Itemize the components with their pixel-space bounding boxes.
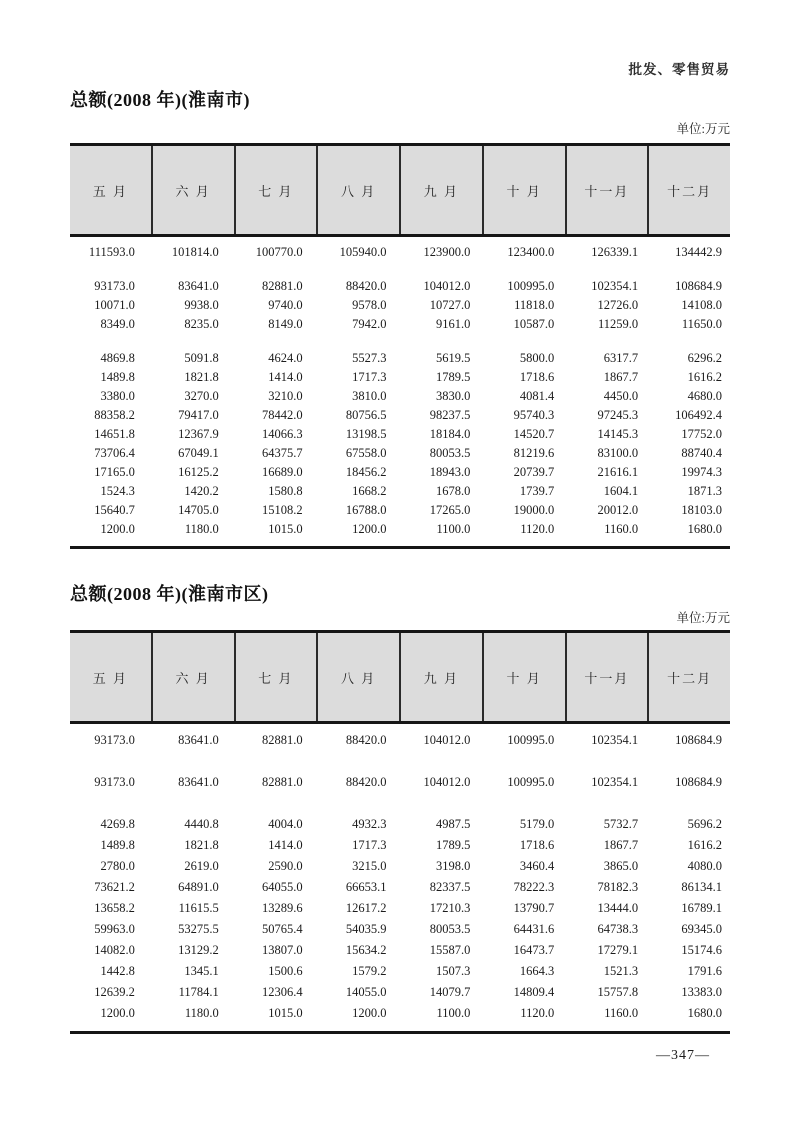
table-cell: 1015.0 xyxy=(268,522,303,536)
table-cell: 17752.0 xyxy=(681,427,722,441)
row-group-gap xyxy=(70,793,730,814)
table-cell: 14809.4 xyxy=(513,985,555,999)
table-cell: 4081.4 xyxy=(519,389,555,403)
table-cell: 19000.0 xyxy=(513,503,555,517)
table-cell: 13129.2 xyxy=(178,943,219,957)
table-cell: 1414.0 xyxy=(268,370,303,384)
table-cell: 6296.2 xyxy=(687,351,722,365)
month-header-cell: 十 月 xyxy=(482,633,565,721)
table-cell: 1604.1 xyxy=(603,484,639,498)
table-cell: 1345.1 xyxy=(184,964,219,978)
table-cell: 1200.0 xyxy=(352,522,387,536)
table-row xyxy=(70,406,730,425)
table-cell: 4680.0 xyxy=(687,389,722,403)
table-cell: 64375.7 xyxy=(262,446,303,460)
month-header-cell: 八 月 xyxy=(316,633,399,721)
table-cell: 10587.0 xyxy=(513,317,555,331)
table-body xyxy=(70,724,730,1034)
section-heading: 批发、零售贸易 xyxy=(628,62,730,77)
table-cell: 67049.1 xyxy=(178,446,219,460)
month-header-cell: 九 月 xyxy=(399,146,482,234)
table-row xyxy=(70,425,730,444)
table-cell: 3460.4 xyxy=(519,859,555,873)
table-cell: 16473.7 xyxy=(513,943,555,957)
table-cell: 3270.0 xyxy=(184,389,219,403)
table-cell: 66653.1 xyxy=(345,880,387,894)
table-cell: 4987.5 xyxy=(436,817,471,831)
table-cell: 126339.1 xyxy=(591,245,639,259)
table-cell: 15108.2 xyxy=(262,503,303,517)
table-cell: 3215.0 xyxy=(352,859,387,873)
table-cell: 102354.1 xyxy=(591,775,639,789)
table-2-unit-label: 单位:万元 xyxy=(676,611,730,625)
table-cell: 14082.0 xyxy=(94,943,135,957)
table-cell: 88420.0 xyxy=(345,279,387,293)
table-cell: 19974.3 xyxy=(681,465,722,479)
table-cell: 7942.0 xyxy=(352,317,387,331)
table-row xyxy=(70,877,730,898)
data-table-huainan-district xyxy=(70,630,730,1034)
table-cell: 1616.2 xyxy=(687,370,722,384)
table-cell: 1160.0 xyxy=(604,522,639,536)
table-cell: 15634.2 xyxy=(345,943,387,957)
table-cell: 12726.0 xyxy=(597,298,639,312)
table-cell: 95740.3 xyxy=(513,408,555,422)
table-cell: 1789.5 xyxy=(436,838,471,852)
table-cell: 5179.0 xyxy=(519,817,555,831)
table-cell: 4269.8 xyxy=(100,817,135,831)
table-cell: 13289.6 xyxy=(262,901,303,915)
table-cell: 18943.0 xyxy=(429,465,471,479)
table-cell: 104012.0 xyxy=(423,775,471,789)
table-cell: 1739.7 xyxy=(519,484,555,498)
table-row xyxy=(70,277,730,296)
table-cell: 16125.2 xyxy=(178,465,219,479)
table-row xyxy=(70,463,730,482)
table-row xyxy=(70,856,730,877)
table-cell: 4869.8 xyxy=(100,351,135,365)
table-cell: 17265.0 xyxy=(429,503,471,517)
table-cell: 1442.8 xyxy=(100,964,135,978)
table-cell: 3830.0 xyxy=(436,389,471,403)
table-row xyxy=(70,501,730,520)
table-cell: 1160.0 xyxy=(604,1006,639,1020)
row-group-gap xyxy=(70,334,730,349)
table-cell: 16789.1 xyxy=(681,901,722,915)
table-cell: 20012.0 xyxy=(597,503,639,517)
table-cell: 108684.9 xyxy=(675,733,722,747)
table-cell: 1579.2 xyxy=(352,964,387,978)
month-header-row xyxy=(70,630,730,724)
table-cell: 102354.1 xyxy=(591,279,639,293)
month-header-cell: 十一月 xyxy=(565,633,648,721)
table-cell: 12367.9 xyxy=(178,427,219,441)
table-cell: 1015.0 xyxy=(268,1006,303,1020)
table-cell: 88420.0 xyxy=(345,775,387,789)
month-header-cell: 五 月 xyxy=(92,183,128,199)
table-cell: 11259.0 xyxy=(597,317,639,331)
table-cell: 98237.5 xyxy=(429,408,471,422)
row-group-gap xyxy=(70,262,730,277)
table-cell: 88358.2 xyxy=(94,408,135,422)
month-header-cell: 七 月 xyxy=(234,146,317,234)
table-cell: 1100.0 xyxy=(436,1006,471,1020)
table-cell: 13198.5 xyxy=(345,427,387,441)
table-cell: 14705.0 xyxy=(178,503,219,517)
table-cell: 14520.7 xyxy=(513,427,555,441)
table-1-unit-label: 单位:万元 xyxy=(676,122,730,136)
table-cell: 10071.0 xyxy=(94,298,135,312)
table-cell: 14066.3 xyxy=(262,427,303,441)
table-cell: 1521.3 xyxy=(603,964,639,978)
table-cell: 1678.0 xyxy=(436,484,471,498)
table-cell: 3810.0 xyxy=(352,389,387,403)
table-cell: 79417.0 xyxy=(178,408,219,422)
table-row xyxy=(70,961,730,982)
table-cell: 97245.3 xyxy=(597,408,639,422)
table-cell: 1867.7 xyxy=(603,370,639,384)
table-cell: 105940.0 xyxy=(339,245,387,259)
table-cell: 108684.9 xyxy=(675,775,722,789)
table-cell: 83641.0 xyxy=(178,775,219,789)
table-row xyxy=(70,444,730,463)
table-cell: 1200.0 xyxy=(352,1006,387,1020)
table-cell: 21616.1 xyxy=(597,465,639,479)
table-body xyxy=(70,237,730,549)
table-cell: 83641.0 xyxy=(178,733,219,747)
month-header-cell: 六 月 xyxy=(151,633,234,721)
table-cell: 11650.0 xyxy=(681,317,722,331)
table-2-title: 总额(2008 年)(淮南市区) xyxy=(70,584,269,604)
table-cell: 17165.0 xyxy=(94,465,135,479)
table-cell: 93173.0 xyxy=(94,775,135,789)
table-cell: 8349.0 xyxy=(100,317,135,331)
table-cell: 1120.0 xyxy=(520,1006,555,1020)
table-cell: 13383.0 xyxy=(681,985,722,999)
table-cell: 4624.0 xyxy=(268,351,303,365)
table-cell: 64055.0 xyxy=(262,880,303,894)
table-row xyxy=(70,940,730,961)
table-cell: 14055.0 xyxy=(345,985,387,999)
table-cell: 80053.5 xyxy=(429,922,471,936)
table-cell: 123400.0 xyxy=(507,245,555,259)
table-cell: 82881.0 xyxy=(262,733,303,747)
table-cell: 78182.3 xyxy=(597,880,639,894)
table-cell: 1821.8 xyxy=(184,838,219,852)
table-cell: 101814.0 xyxy=(171,245,219,259)
table-cell: 18456.2 xyxy=(345,465,387,479)
table-cell: 14108.0 xyxy=(681,298,722,312)
table-cell: 83100.0 xyxy=(597,446,639,460)
table-cell: 78222.3 xyxy=(513,880,555,894)
table-cell: 1507.3 xyxy=(436,964,471,978)
table-cell: 12306.4 xyxy=(262,985,303,999)
table-cell: 67558.0 xyxy=(345,446,387,460)
table-cell: 8149.0 xyxy=(268,317,303,331)
table-cell: 80756.5 xyxy=(345,408,387,422)
month-header-cell: 十一月 xyxy=(565,146,648,234)
table-row xyxy=(70,520,730,539)
table-cell: 11784.1 xyxy=(178,985,219,999)
table-cell: 1180.0 xyxy=(184,1006,219,1020)
table-row xyxy=(70,243,730,262)
table-cell: 20739.7 xyxy=(513,465,555,479)
table-row xyxy=(70,919,730,940)
table-cell: 1668.2 xyxy=(352,484,387,498)
table-cell: 4004.0 xyxy=(268,817,303,831)
table-cell: 106492.4 xyxy=(675,408,722,422)
table-cell: 54035.9 xyxy=(345,922,387,936)
table-row xyxy=(70,982,730,1003)
table-cell: 1789.5 xyxy=(436,370,471,384)
table-cell: 73706.4 xyxy=(94,446,135,460)
table-cell: 59963.0 xyxy=(94,922,135,936)
table-cell: 1100.0 xyxy=(436,522,471,536)
table-cell: 3380.0 xyxy=(100,389,135,403)
table-cell: 50765.4 xyxy=(262,922,303,936)
table-row xyxy=(70,1003,730,1024)
table-cell: 6317.7 xyxy=(603,351,639,365)
table-cell: 3865.0 xyxy=(603,859,639,873)
table-cell: 17279.1 xyxy=(597,943,639,957)
month-header-cell: 七 月 xyxy=(234,633,317,721)
table-cell: 1680.0 xyxy=(687,522,722,536)
table-cell: 64738.3 xyxy=(597,922,639,936)
table-row xyxy=(70,730,730,751)
table-cell: 1821.8 xyxy=(184,370,219,384)
table-cell: 1180.0 xyxy=(184,522,219,536)
table-cell: 5800.0 xyxy=(519,351,555,365)
table-cell: 5619.5 xyxy=(436,351,471,365)
table-cell: 13658.2 xyxy=(94,901,135,915)
table-cell: 102354.1 xyxy=(591,733,639,747)
table-cell: 69345.0 xyxy=(681,922,722,936)
table-cell: 93173.0 xyxy=(94,733,135,747)
table-cell: 100770.0 xyxy=(255,245,303,259)
table-cell: 15587.0 xyxy=(429,943,471,957)
table-cell: 108684.9 xyxy=(675,279,722,293)
table-cell: 13807.0 xyxy=(262,943,303,957)
table-cell: 10727.0 xyxy=(429,298,471,312)
table-cell: 14145.3 xyxy=(597,427,639,441)
table-cell: 104012.0 xyxy=(423,279,471,293)
table-cell: 4450.0 xyxy=(603,389,639,403)
table-cell: 88420.0 xyxy=(345,733,387,747)
table-cell: 14079.7 xyxy=(429,985,471,999)
table-cell: 80053.5 xyxy=(429,446,471,460)
table-cell: 1718.6 xyxy=(519,838,555,852)
table-cell: 88740.4 xyxy=(681,446,722,460)
table-cell: 1200.0 xyxy=(100,522,135,536)
table-cell: 9938.0 xyxy=(184,298,219,312)
table-cell: 1680.0 xyxy=(687,1006,722,1020)
table-cell: 3210.0 xyxy=(268,389,303,403)
table-row xyxy=(70,482,730,501)
table-cell: 5527.3 xyxy=(352,351,387,365)
table-cell: 11615.5 xyxy=(178,901,219,915)
table-row xyxy=(70,814,730,835)
table-cell: 15757.8 xyxy=(597,985,639,999)
month-header-cell: 十 月 xyxy=(482,146,565,234)
table-cell: 17210.3 xyxy=(429,901,471,915)
table-cell: 12639.2 xyxy=(94,985,135,999)
table-cell: 2780.0 xyxy=(100,859,135,873)
table-cell: 78442.0 xyxy=(262,408,303,422)
table-cell: 1867.7 xyxy=(603,838,639,852)
table-cell: 1717.3 xyxy=(352,838,387,852)
table-cell: 81219.6 xyxy=(513,446,555,460)
table-cell: 9578.0 xyxy=(352,298,387,312)
table-cell: 1500.6 xyxy=(268,964,303,978)
table-cell: 1489.8 xyxy=(100,370,135,384)
table-cell: 5091.8 xyxy=(184,351,219,365)
table-cell: 14651.8 xyxy=(94,427,135,441)
table-cell: 16788.0 xyxy=(345,503,387,517)
table-cell: 4932.3 xyxy=(352,817,387,831)
table-row xyxy=(70,315,730,334)
table-cell: 1200.0 xyxy=(100,1006,135,1020)
table-cell: 9740.0 xyxy=(268,298,303,312)
table-cell: 1580.8 xyxy=(268,484,303,498)
table-cell: 16689.0 xyxy=(262,465,303,479)
table-cell: 83641.0 xyxy=(178,279,219,293)
table-cell: 64431.6 xyxy=(513,922,555,936)
table-cell: 1616.2 xyxy=(687,838,722,852)
month-header-cell: 十二月 xyxy=(647,633,730,721)
page-number: —347— xyxy=(656,1048,710,1063)
table-cell: 100995.0 xyxy=(507,733,555,747)
table-cell: 1791.6 xyxy=(687,964,722,978)
table-cell: 134442.9 xyxy=(675,245,722,259)
table-cell: 15174.6 xyxy=(681,943,722,957)
table-cell: 11818.0 xyxy=(514,298,555,312)
month-header-row xyxy=(70,143,730,237)
table-cell: 86134.1 xyxy=(681,880,722,894)
table-cell: 9161.0 xyxy=(436,317,471,331)
month-header-cell: 九 月 xyxy=(399,633,482,721)
month-header-cell: 八 月 xyxy=(316,146,399,234)
table-cell: 82337.5 xyxy=(429,880,471,894)
table-row xyxy=(70,772,730,793)
month-header-cell: 五 月 xyxy=(92,670,128,686)
table-row xyxy=(70,349,730,368)
row-group-gap xyxy=(70,751,730,772)
data-table-huainan-city xyxy=(70,143,730,549)
table-cell: 93173.0 xyxy=(94,279,135,293)
table-cell: 1489.8 xyxy=(100,838,135,852)
table-row xyxy=(70,387,730,406)
table-cell: 2619.0 xyxy=(184,859,219,873)
table-cell: 53275.5 xyxy=(178,922,219,936)
table-cell: 64891.0 xyxy=(178,880,219,894)
table-cell: 1717.3 xyxy=(352,370,387,384)
table-cell: 82881.0 xyxy=(262,279,303,293)
table-cell: 1871.3 xyxy=(687,484,722,498)
table-cell: 8235.0 xyxy=(184,317,219,331)
table-cell: 73621.2 xyxy=(94,880,135,894)
table-cell: 4440.8 xyxy=(184,817,219,831)
table-1-title: 总额(2008 年)(淮南市) xyxy=(70,90,250,110)
table-cell: 123900.0 xyxy=(423,245,471,259)
table-cell: 4080.0 xyxy=(687,859,722,873)
month-header-cell: 六 月 xyxy=(151,146,234,234)
table-cell: 100995.0 xyxy=(507,279,555,293)
table-cell: 13444.0 xyxy=(597,901,639,915)
table-row xyxy=(70,296,730,315)
table-cell: 82881.0 xyxy=(262,775,303,789)
table-cell: 15640.7 xyxy=(94,503,135,517)
table-row xyxy=(70,835,730,856)
table-cell: 1414.0 xyxy=(268,838,303,852)
table-cell: 13790.7 xyxy=(513,901,555,915)
table-row xyxy=(70,898,730,919)
table-cell: 2590.0 xyxy=(268,859,303,873)
table-cell: 18103.0 xyxy=(681,503,722,517)
table-cell: 100995.0 xyxy=(507,775,555,789)
table-cell: 12617.2 xyxy=(345,901,387,915)
table-cell: 18184.0 xyxy=(429,427,471,441)
table-cell: 1718.6 xyxy=(519,370,555,384)
table-cell: 1664.3 xyxy=(519,964,555,978)
table-cell: 5696.2 xyxy=(687,817,722,831)
table-cell: 1420.2 xyxy=(184,484,219,498)
table-cell: 5732.7 xyxy=(603,817,639,831)
table-row xyxy=(70,368,730,387)
table-cell: 1524.3 xyxy=(100,484,135,498)
table-cell: 3198.0 xyxy=(436,859,471,873)
month-header-cell: 十二月 xyxy=(647,146,730,234)
table-cell: 104012.0 xyxy=(423,733,471,747)
table-cell: 1120.0 xyxy=(520,522,555,536)
table-cell: 111593.0 xyxy=(88,245,135,259)
